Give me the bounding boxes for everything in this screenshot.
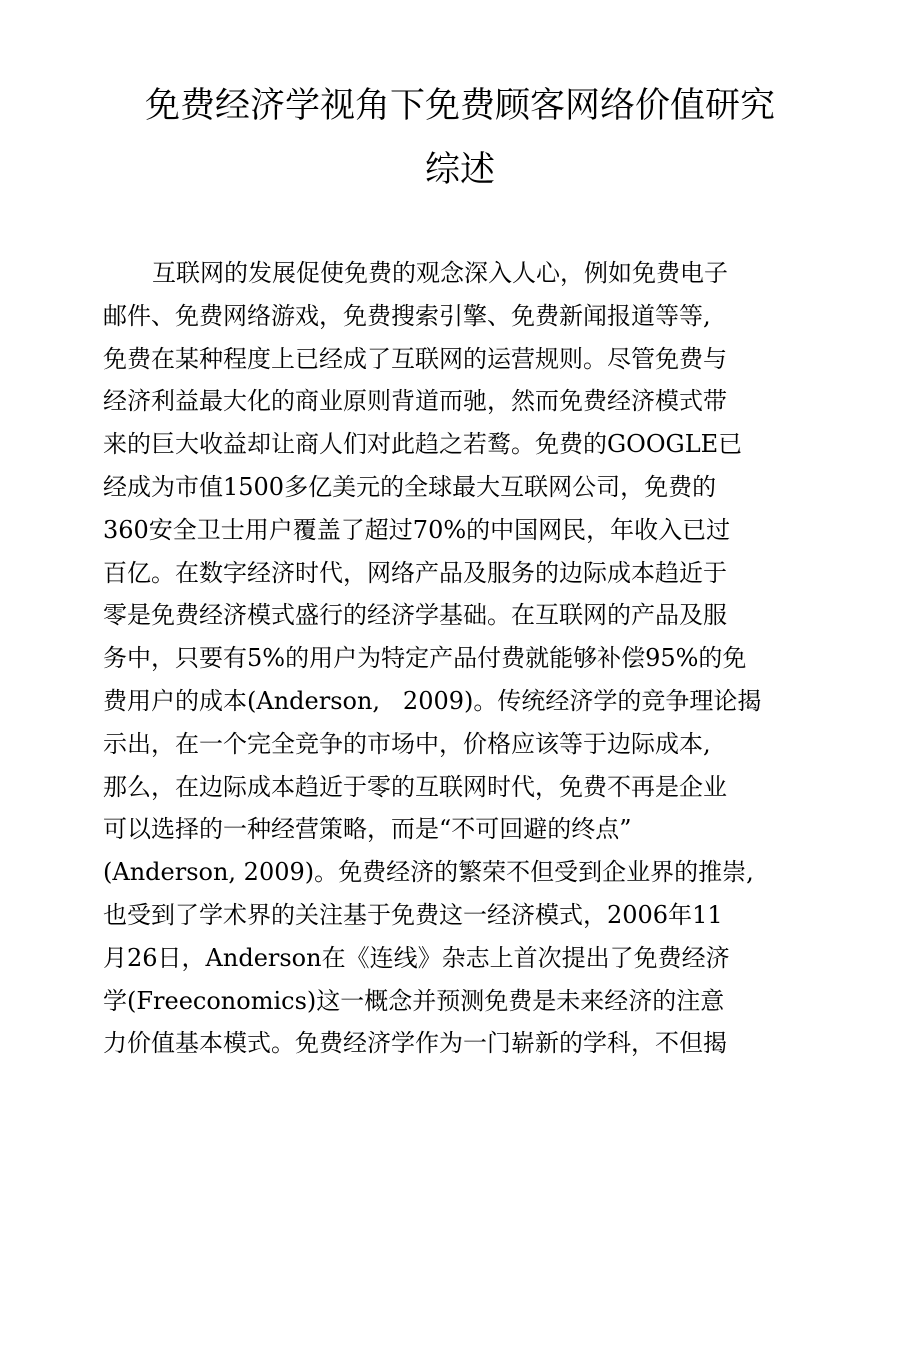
paragraph-line: 月26日，Anderson在《连线》杂志上首次提出了免费经济: [103, 943, 730, 972]
paragraph-line: (Anderson, 2009)。免费经济的繁荣不但受到企业界的推崇,: [103, 858, 754, 887]
paragraph-line: 示出，在一个完全竞争的市场中，价格应该等于边际成本,: [103, 729, 711, 758]
paragraph-line: 力价值基本模式。免费经济学作为一门崭新的学科，不但揭: [103, 1029, 727, 1058]
paragraph-line: 零是免费经济模式盛行的经济学基础。在互联网的产品及服: [103, 601, 727, 630]
document-title-line-1: 免费经济学视角下免费顾客网络价值研究: [144, 86, 775, 126]
paragraph-line: 来的巨大收益却让商人们对此趋之若鹜。免费的GOOGLE已: [103, 430, 743, 459]
document-title-line-2: 综述: [424, 150, 495, 190]
paragraph-line: 免费在某种程度上已经成了互联网的运营规则。尽管免费与: [103, 344, 727, 373]
paragraph-line: 费用户的成本(Anderson, 2009)。传统经济学的竞争理论揭: [103, 687, 762, 715]
paragraph-line: 经成为市值1500多亿美元的全球最大互联网公司，免费的: [103, 473, 717, 501]
paragraph-line: 互联网的发展促使免费的观念深入人心，例如免费电子: [152, 259, 728, 287]
paragraph-line: 360安全卫士用户覆盖了超过70%的中国网民，年收入已过: [103, 515, 731, 544]
paragraph-line: 也受到了学术界的关注基于免费这一经济模式，2006年11: [103, 901, 723, 929]
paragraph-line: 那么，在边际成本趋近于零的互联网时代，免费不再是企业: [103, 772, 727, 801]
paragraph-line: 可以选择的一种经营策略，而是“不可回避的终点”: [103, 815, 632, 844]
paragraph-line: 务中，只要有5%的用户为特定产品付费就能够补偿95%的免: [103, 644, 747, 673]
paragraph-line: 经济利益最大化的商业原则背道而驰，然而免费经济模式带: [103, 387, 727, 416]
paragraph-line: 学(Freeconomics)这一概念并预测免费是未来经济的注意: [103, 986, 725, 1015]
paragraph-line: 邮件、免费网络游戏，免费搜索引擎、免费新闻报道等等,: [103, 301, 711, 330]
paragraph-line: 百亿。在数字经济时代，网络产品及服务的边际成本趋近于: [103, 558, 727, 587]
